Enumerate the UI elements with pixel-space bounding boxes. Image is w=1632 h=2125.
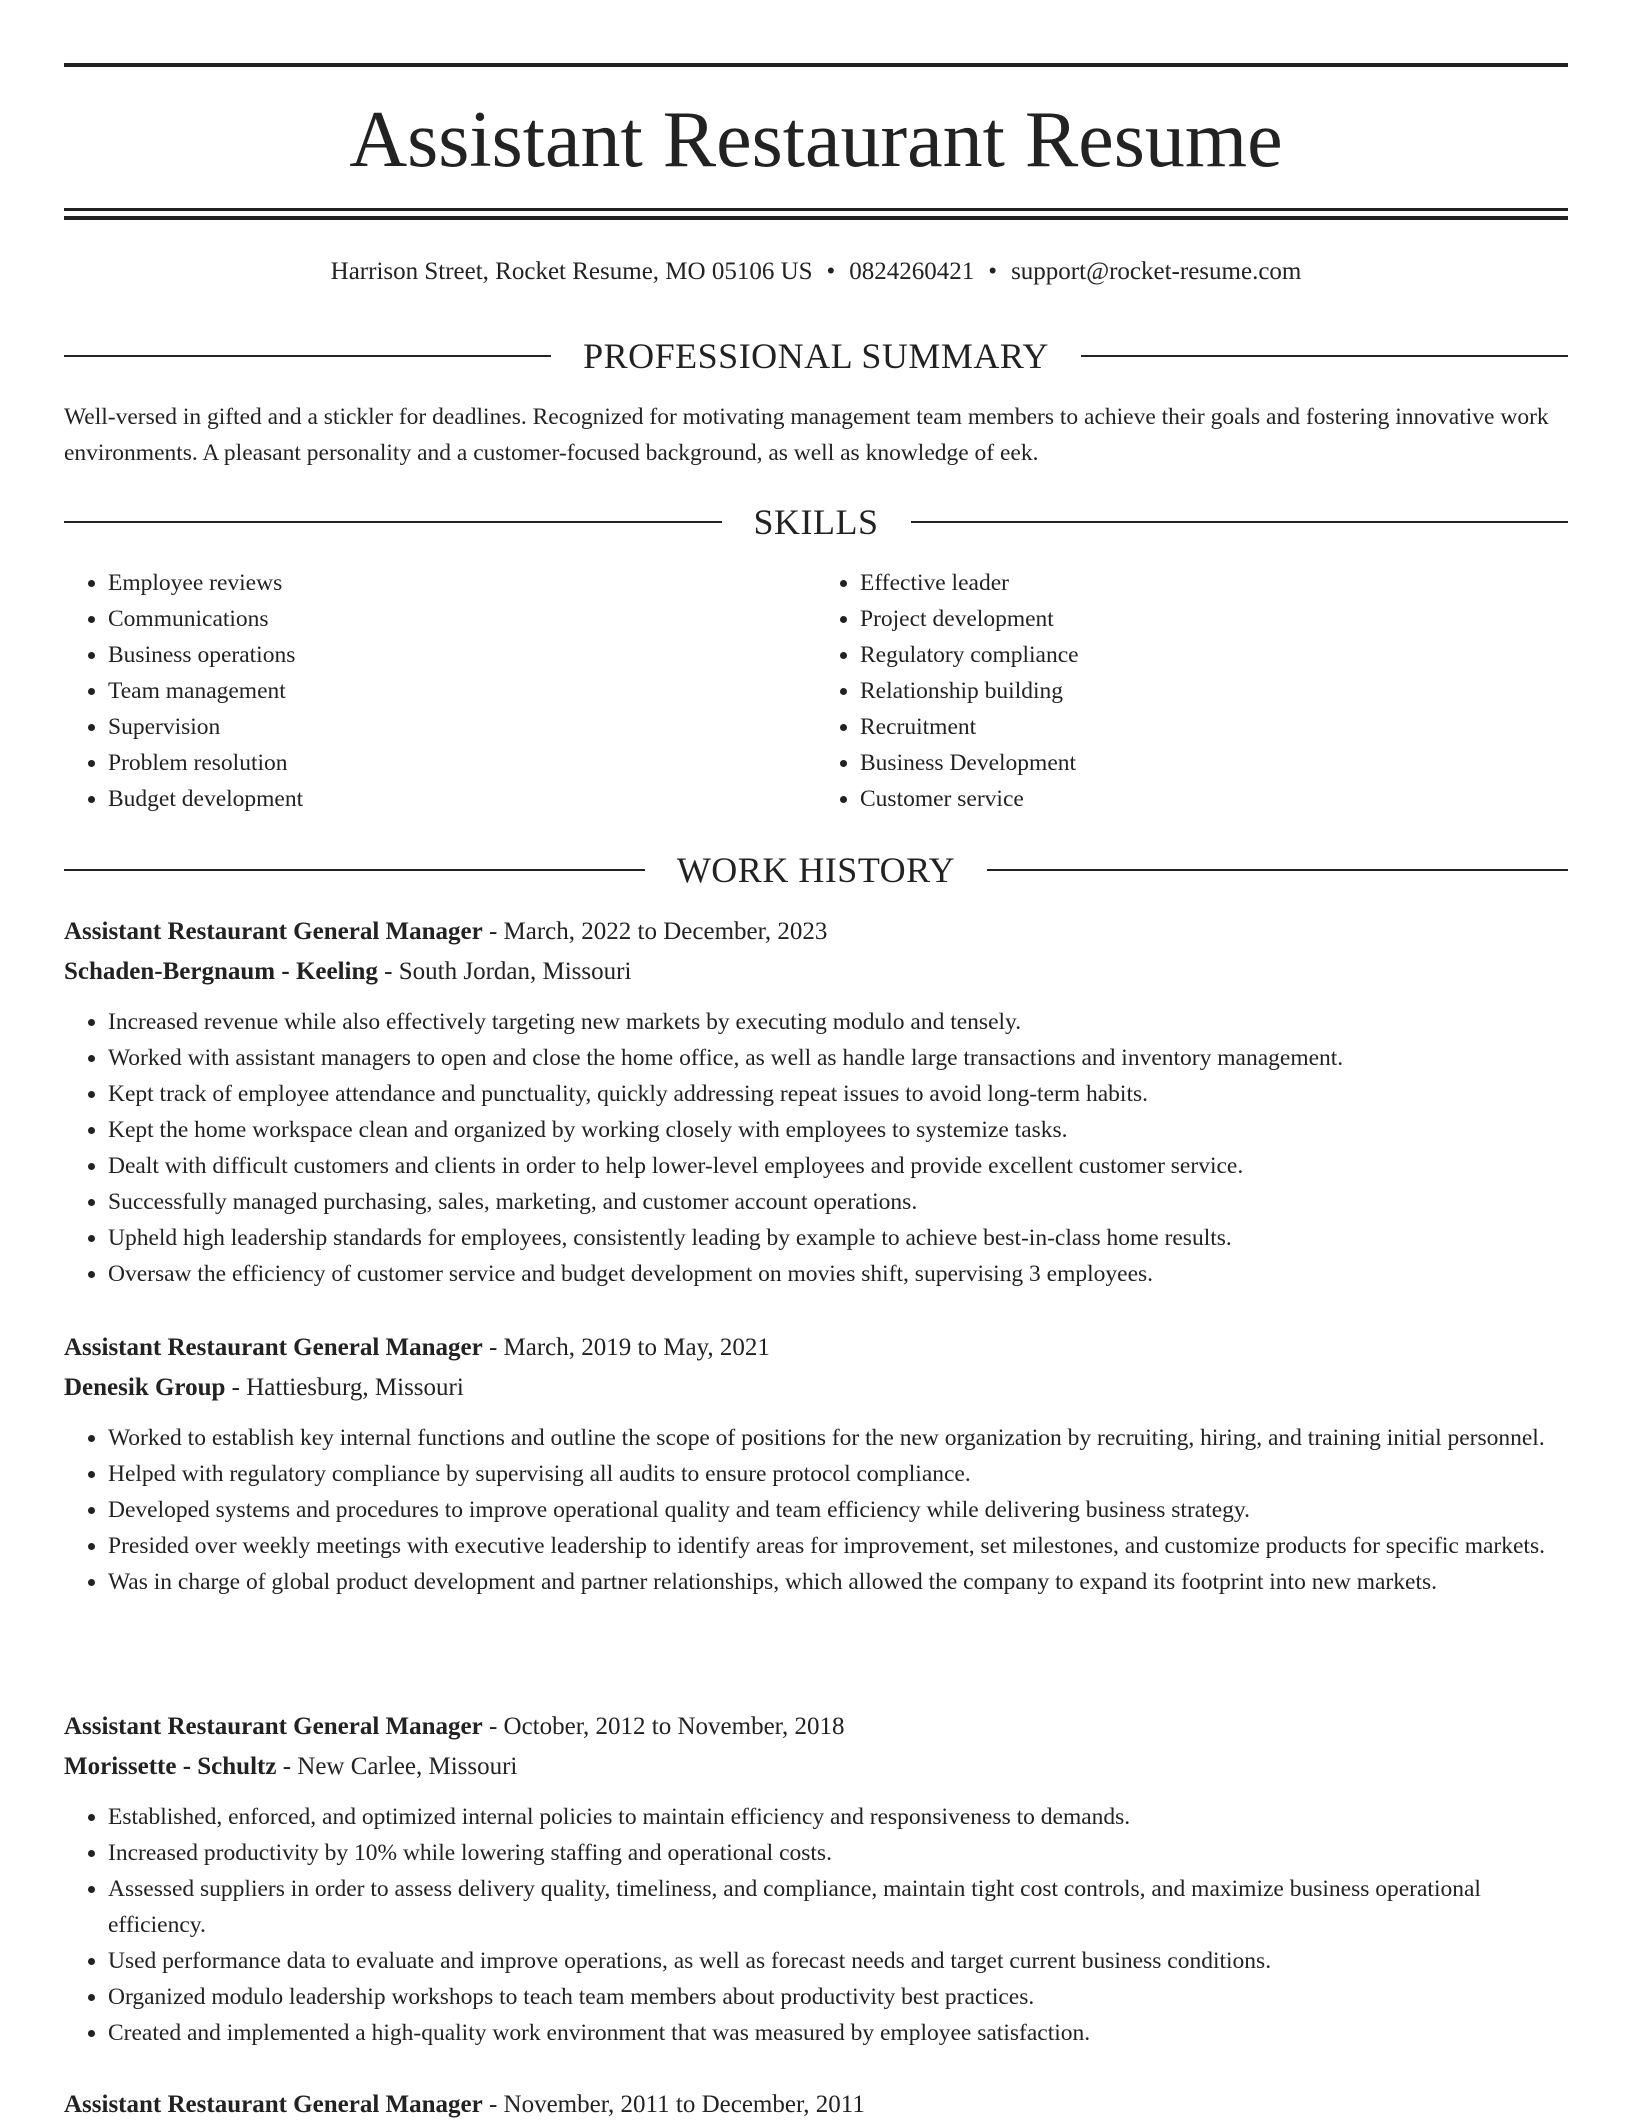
contact-separator: • [826, 258, 836, 285]
summary-text: Well-versed in gifted and a stickler for deadlines. Recognized for motivating management team members to achieve their goals and fostering innovative work environments. A pleasant personality and a customer-focused background, as well as knowledge of eek. [64, 404, 1549, 466]
list-item: • Business Development [860, 745, 1568, 781]
resume-title: Assistant Restaurant Resume [349, 96, 1283, 184]
dash-separator: - [482, 1713, 504, 1740]
list-item: • Team management [108, 673, 816, 709]
job-entry [64, 1707, 1568, 2051]
list-item: • Communications [108, 601, 816, 637]
list-item: • Effective leader [860, 565, 1568, 601]
dash-separator: - [276, 1753, 298, 1780]
dash-separator: - [482, 918, 504, 945]
job-entry [64, 912, 1568, 1292]
job-bullet: • Successfully managed purchasing, sales, marketing, and customer account operations. [108, 1184, 1568, 1220]
job-dates: March, 2022 to December, 2023 [503, 918, 828, 945]
job-bullet: • Worked with assistant managers to open and close the home office, as well as handle large transactions and inventory management. [108, 1040, 1568, 1076]
section-heading-skills [64, 502, 1568, 542]
job-bullet: • Kept the home workspace clean and organized by working closely with employees to systemize tasks. [108, 1112, 1568, 1148]
job-title: Assistant Restaurant General Manager [64, 1713, 483, 1740]
job-location: New Carlee, Missouri [297, 1753, 518, 1780]
job-title-line [64, 1328, 1568, 1368]
dash-separator: - [225, 1374, 247, 1401]
job-title-line [64, 912, 1568, 952]
job-dates: October, 2012 to November, 2018 [503, 1713, 845, 1740]
job-company: Denesik Group [64, 1374, 226, 1401]
list-item: • Regulatory compliance [860, 637, 1568, 673]
section-title: WORK HISTORY [676, 850, 956, 890]
job-dates: March, 2019 to May, 2021 [503, 1334, 770, 1361]
job-location: South Jordan, Missouri [398, 958, 632, 985]
list-item: • Relationship building [860, 673, 1568, 709]
heading-rule [1081, 355, 1568, 357]
job-bullets [64, 1799, 1568, 2051]
top-rule [64, 63, 1568, 67]
list-item: • Budget development [108, 781, 816, 817]
job-bullet: • Oversaw the efficiency of customer service and budget development on movies shift, supervising 3 employees. [108, 1256, 1568, 1292]
list-item: • Employee reviews [108, 565, 816, 601]
job-bullet: • Kept track of employee attendance and punctuality, quickly addressing repeat issues to avoid long-term habits. [108, 1076, 1568, 1112]
list-item: • Project development [860, 601, 1568, 637]
job-bullet: • Was in charge of global product development and partner relationships, which allowed the company to expand its footprint into new markets. [108, 1564, 1568, 1600]
job-company: Morissette - Schultz [64, 1753, 277, 1780]
list-item: • Supervision [108, 709, 816, 745]
job-bullet: • Used performance data to evaluate and improve operations, as well as forecast needs and target current business conditions. [108, 1943, 1568, 1979]
title-rule-lower [64, 216, 1568, 220]
job-title-line [64, 1707, 1568, 1747]
job-bullet: • Dealt with difficult customers and clients in order to help lower-level employees and provide excellent customer service. [108, 1148, 1568, 1184]
job-bullet: • Developed systems and procedures to improve operational quality and team efficiency while delivering business strategy. [108, 1492, 1568, 1528]
job-title: Assistant Restaurant General Manager [64, 1334, 483, 1361]
section-title: SKILLS [753, 502, 879, 542]
job-bullet: • Organized modulo leadership workshops to teach team members about productivity best practices. [108, 1979, 1568, 2015]
list-item: • Business operations [108, 637, 816, 673]
job-bullet: • Created and implemented a high-quality work environment that was measured by employee satisfaction. [108, 2015, 1568, 2051]
job-bullets [64, 1420, 1568, 1600]
job-entry [64, 1328, 1568, 1600]
skills-column-left [64, 565, 816, 817]
contact-line [64, 254, 1568, 290]
heading-rule [64, 869, 645, 871]
list-item: • Problem resolution [108, 745, 816, 781]
job-bullet: • Increased revenue while also effectively targeting new markets by executing modulo and tensely. [108, 1004, 1568, 1040]
job-title: Assistant Restaurant General Manager [64, 2091, 483, 2118]
section-heading-work [64, 850, 1568, 890]
contact-separator: • [988, 258, 998, 285]
heading-rule [64, 355, 551, 357]
skills-list [64, 565, 1568, 817]
job-bullets [64, 1004, 1568, 1292]
contact-phone: 0824260421 [849, 258, 975, 285]
job-bullet: • Increased productivity by 10% while lowering staffing and operational costs. [108, 1835, 1568, 1871]
job-company: Schaden-Bergnaum - Keeling [64, 958, 378, 985]
job-company-line [64, 1368, 1568, 1408]
list-item: • Customer service [860, 781, 1568, 817]
section-title: PROFESSIONAL SUMMARY [583, 336, 1049, 376]
job-bullet: • Helped with regulatory compliance by supervising all audits to ensure protocol compliance. [108, 1456, 1568, 1492]
heading-rule [64, 521, 722, 523]
contact-email: support@rocket-resume.com [1011, 258, 1302, 285]
heading-rule [987, 869, 1568, 871]
dash-separator: - [377, 958, 399, 985]
job-entry [64, 2085, 1568, 2125]
contact-address: Harrison Street, Rocket Resume, MO 05106 US [330, 258, 813, 285]
heading-rule [911, 521, 1569, 523]
job-bullet: • Established, enforced, and optimized internal policies to maintain efficiency and responsiveness to demands. [108, 1799, 1568, 1835]
job-location: Hattiesburg, Missouri [246, 1374, 464, 1401]
dash-separator: - [482, 1334, 504, 1361]
job-bullet: • Worked to establish key internal functions and outline the scope of positions for the new organization by recruiting, hiring, and training initial personnel. [108, 1420, 1568, 1456]
job-title: Assistant Restaurant General Manager [64, 918, 483, 945]
job-dates: November, 2011 to December, 2011 [503, 2091, 865, 2118]
section-heading-summary [64, 336, 1568, 376]
job-company-line [64, 1747, 1568, 1787]
job-bullet: • Upheld high leadership standards for employees, consistently leading by example to achieve best-in-class home results. [108, 1220, 1568, 1256]
list-item: • Recruitment [860, 709, 1568, 745]
job-bullet: • Assessed suppliers in order to assess delivery quality, timeliness, and compliance, maintain tight cost controls, and maximize business operational efficiency. [108, 1871, 1568, 1943]
job-title-line [64, 2085, 1568, 2125]
title-rule-upper [64, 208, 1568, 211]
job-bullet: • Presided over weekly meetings with executive leadership to identify areas for improvement, set milestones, and customize products for specific markets. [108, 1528, 1568, 1564]
skills-column-right [816, 565, 1568, 817]
job-company-line [64, 952, 1568, 992]
dash-separator: - [482, 2091, 504, 2118]
